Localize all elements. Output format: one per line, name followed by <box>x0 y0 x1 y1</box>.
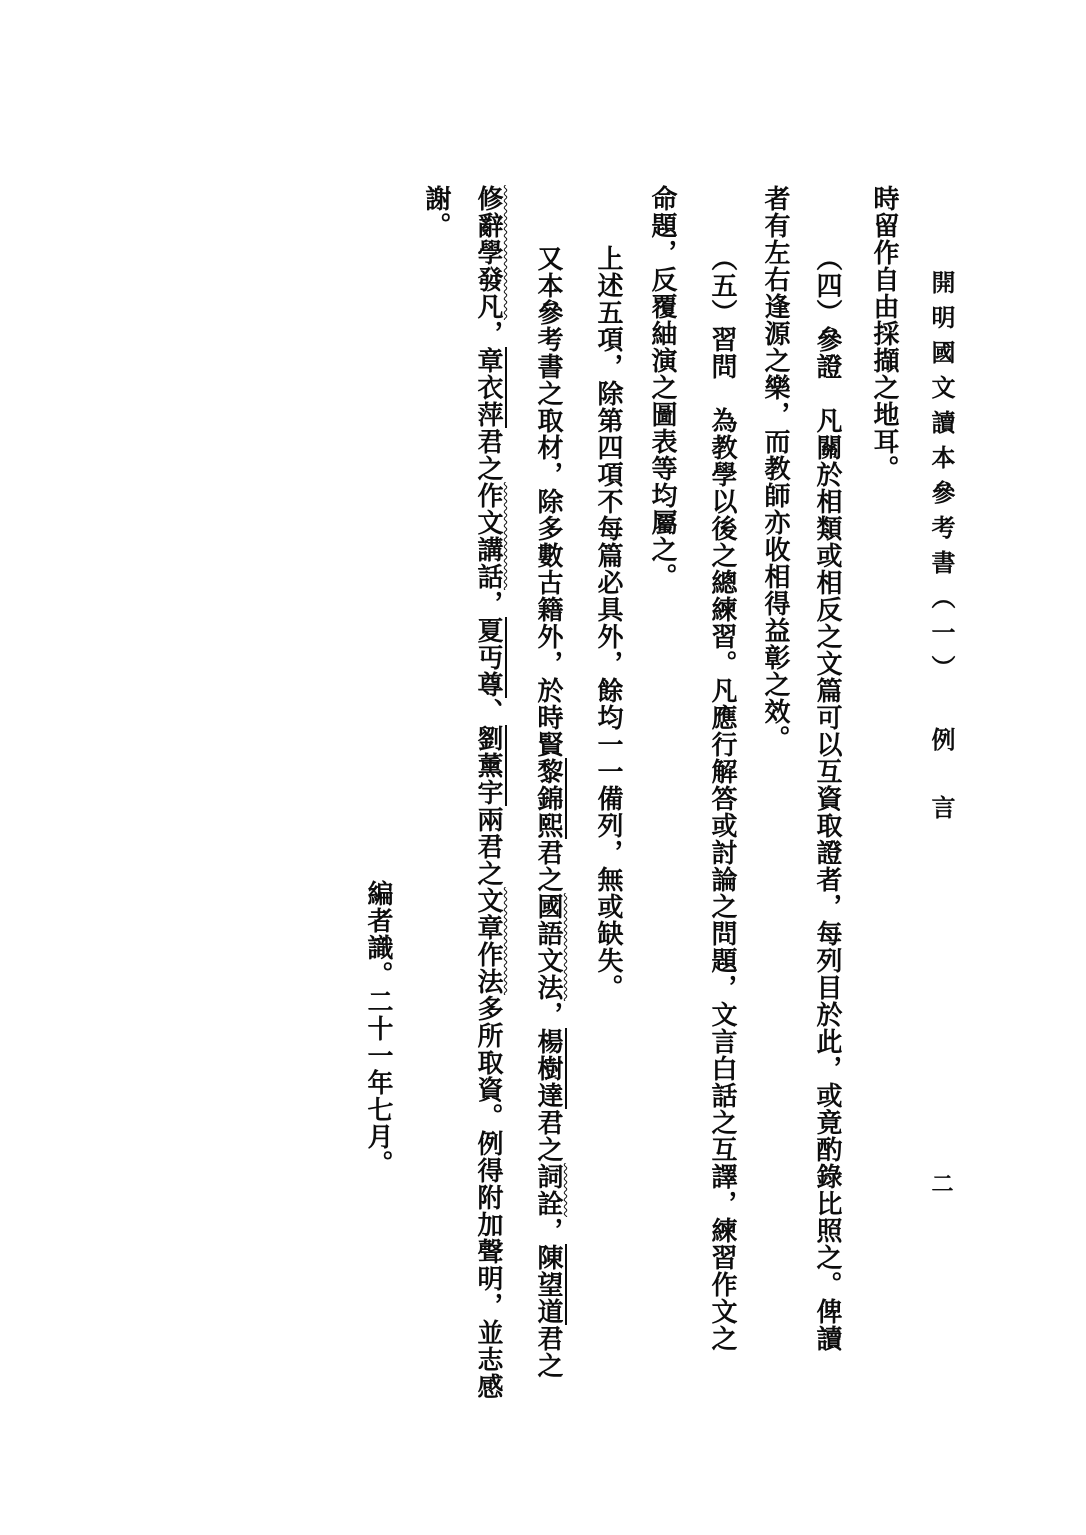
text-run: 又本參考書之取材，除多數古籍外，於時賢 <box>533 245 563 758</box>
text-run: 者有左右逢源之樂，而教師亦收相得益彰之效。 <box>760 185 790 752</box>
running-title: 開明國文讀本參考書（一） <box>927 270 956 690</box>
text-column <box>582 245 634 1001</box>
text-run: （五）習問 為教學以後之總練習。凡應行解答或討論之問題，文言白話之互譯，練習作文之 <box>707 245 737 1352</box>
text-column <box>522 245 574 1379</box>
book-title-mark: 文章作法 <box>473 887 503 995</box>
text-run: 兩君之 <box>473 806 503 887</box>
text-run: 君之 <box>533 1109 563 1163</box>
book-title-mark: 詞詮 <box>533 1163 563 1217</box>
text-column <box>636 185 688 590</box>
text-run: 上述五項，除第四項不每篇必具外，餘均一一備列，無或缺失。 <box>593 245 623 1001</box>
proper-name-mark: 楊樹達 <box>533 1028 567 1109</box>
book-title-mark: 作文講話 <box>473 482 503 590</box>
text-run: 君之 <box>473 428 503 482</box>
text-run: 、 <box>473 698 503 725</box>
book-title-mark: 修辭學發凡 <box>473 185 503 320</box>
text-run: ， <box>533 1001 563 1028</box>
proper-name-mark: 陳望道 <box>533 1244 567 1325</box>
book-title-mark: 國語文法 <box>533 893 563 1001</box>
text-column <box>858 185 910 482</box>
text-run: 編者識。二十一年七月。 <box>363 880 393 1177</box>
text-column <box>462 185 514 1400</box>
text-run: 時留作自由採擷之地耳。 <box>869 185 899 482</box>
proper-name-mark: 夏丏尊 <box>473 617 507 698</box>
text-run: 命題，反覆紬演之圖表等均屬之。 <box>647 185 677 590</box>
text-run: （四）參證 凡關於相類或相反之文篇可以互資取證者，每列目於此，或竟酌錄比照之。俾讀 <box>812 245 842 1352</box>
text-run: 多所取資。例得附加聲明，並志感 <box>473 995 503 1400</box>
text-run: ， <box>473 320 503 347</box>
text-column <box>749 185 801 752</box>
text-run: ， <box>473 590 503 617</box>
text-column <box>696 245 748 1352</box>
text-run: 君之 <box>533 839 563 893</box>
text-run: ， <box>533 1217 563 1244</box>
proper-name-mark: 章衣萍 <box>473 347 507 428</box>
text-column <box>801 245 853 1352</box>
text-column <box>410 185 462 239</box>
text-run: 君之 <box>533 1325 563 1379</box>
section-title: 例言 <box>927 727 956 863</box>
text-run: 謝。 <box>421 185 451 239</box>
proper-name-mark: 劉薰宇 <box>473 725 507 806</box>
proper-name-mark: 黎錦熙 <box>533 758 567 839</box>
page-number: 二 <box>928 1172 954 1194</box>
colophon-column <box>352 880 404 1177</box>
running-title-column <box>917 270 965 863</box>
